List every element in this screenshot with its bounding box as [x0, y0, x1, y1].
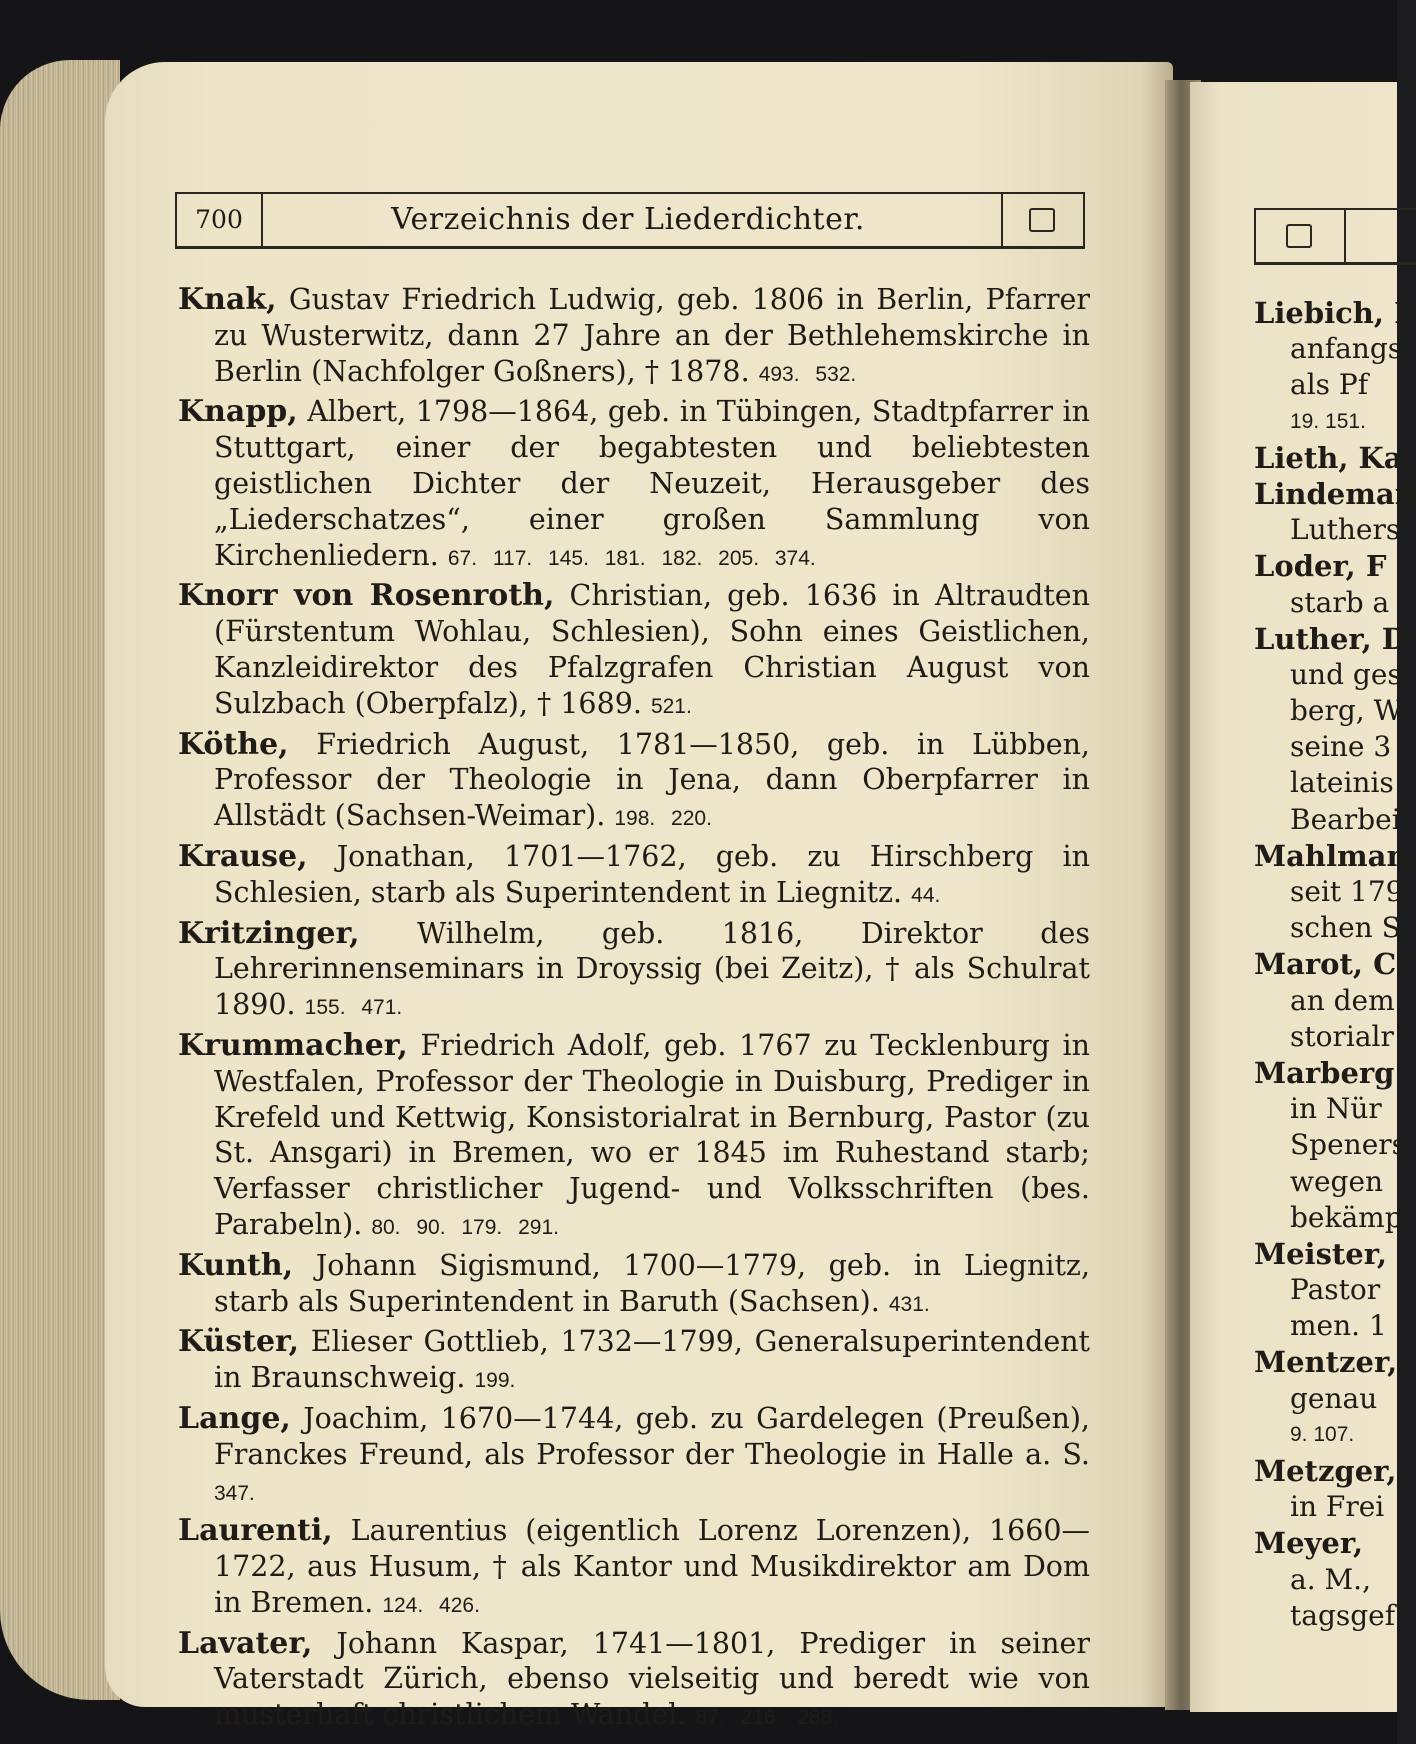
- entry-name: Lange,: [178, 1400, 291, 1436]
- entry-refs: 80. 90. 179. 291.: [371, 1215, 559, 1239]
- right-page-line: Speners: [1290, 1128, 1407, 1162]
- entry-lange: [178, 1401, 1090, 1511]
- entry-text: Jonathan, 1701—1762, geb. zu Hirschberg in Schlesien, starb als Superintendent in Liegnitz.: [214, 839, 1090, 909]
- right-page-line: berg, W: [1290, 694, 1403, 728]
- square-ornament-icon: [1286, 224, 1312, 248]
- right-page-line: Loder, F: [1254, 549, 1387, 584]
- right-page-line: 9. 107.: [1290, 1422, 1355, 1446]
- entry-name: Knapp,: [178, 394, 298, 430]
- entry-refs: 431.: [888, 1292, 930, 1316]
- entry-text: Joachim, 1670—1744, geb. zu Gardelegen (Preußen), Franckes Freund, als Professor der Theologie in Halle a. S.: [214, 1401, 1090, 1471]
- entry-name: Krause,: [178, 838, 308, 874]
- entry-lavater: [178, 1626, 1090, 1736]
- right-page-line: Marot, C: [1254, 947, 1397, 982]
- right-page-header: [1254, 208, 1416, 265]
- right-page-line: Lieth, Ka: [1254, 440, 1403, 475]
- right-page-line: tagsgef: [1290, 1598, 1396, 1632]
- entry-knorr: [178, 578, 1090, 724]
- entry-refs: 347.: [214, 1481, 255, 1505]
- right-page-line: storialr: [1290, 1019, 1394, 1053]
- entry-text: Laurentius (eigentlich Lorenz Lorenzen), 1660—1722, aus Husum, † als Kantor und Musikdirektor am Dom in Bremen.: [214, 1514, 1090, 1619]
- entry-name: Kritzinger,: [178, 915, 360, 951]
- right-page-line: lateinis: [1290, 766, 1394, 800]
- entry-laurenti: [178, 1513, 1090, 1623]
- entry-name: Krummacher,: [178, 1027, 408, 1063]
- right-page-line: wegen: [1290, 1164, 1384, 1198]
- entry-koethe: [178, 727, 1090, 837]
- entry-knak: [178, 282, 1090, 392]
- entry-krummacher: [178, 1028, 1090, 1246]
- entry-refs: 87. 216. 288.: [695, 1706, 839, 1730]
- entry-name: Köthe,: [178, 726, 289, 762]
- right-page-line: anfangs: [1290, 332, 1403, 366]
- right-page-line: a. M.,: [1290, 1562, 1371, 1596]
- entry-name: Kunth,: [178, 1247, 294, 1283]
- entry-name: Knak,: [178, 282, 277, 317]
- header-box-cell: [1001, 194, 1083, 246]
- right-page-line: genau: [1290, 1381, 1378, 1415]
- entry-refs: 124. 426.: [382, 1593, 480, 1617]
- entry-refs: 521.: [650, 694, 692, 718]
- entry-refs: 67. 117. 145. 181. 182. 205. 374.: [447, 546, 816, 570]
- right-page-line: starb a: [1290, 585, 1390, 619]
- entry-name: Knorr von Rosenroth,: [178, 578, 555, 614]
- entry-refs: 199.: [474, 1369, 516, 1393]
- page-header: [175, 192, 1085, 249]
- entry-text: Friedrich Adolf, geb. 1767 zu Tecklenburg in Westfalen, Professor der Theologie in Duisburg, Prediger in Krefeld und Kettwig, Konsistorialrat in Bernburg, Pastor (zu St. Ansgari) in Bremen, wo er 1845 im Ruhestand starb; Verfasser christlicher Jugend- und Volksschriften (bes. Parabeln).: [214, 1028, 1090, 1241]
- page-edges: [0, 60, 120, 1700]
- entry-text: Johann Kaspar, 1741—1801, Prediger in seiner Vaterstadt Zürich, ebenso vielseitig und beredt wie von musterhaft christlichem Wandel.: [214, 1626, 1090, 1732]
- right-page-line: Lindeman: [1254, 476, 1416, 511]
- right-page-line: Liebich, E: [1254, 296, 1416, 330]
- square-ornament-icon: [1029, 208, 1055, 232]
- entry-name: Küster,: [178, 1324, 300, 1360]
- page-title: Verzeichnis der Liederdichter.: [391, 202, 865, 237]
- right-page-line: an dem: [1290, 983, 1395, 1017]
- entry-text: Christian, geb. 1636 in Altraudten (Fürstentum Wohlau, Schlesien), Sohn eines Geistlichen, Kanzleidirektor des Pfalzgrafen Christian August von Sulzbach (Oberpfalz), † 1689.: [214, 579, 1090, 720]
- right-page-line: in Frei: [1290, 1490, 1385, 1524]
- entry-text: Johann Sigismund, 1700—1779, geb. in Liegnitz, starb als Superintendent in Baruth (Sachsen).: [214, 1248, 1090, 1318]
- entry-text: Gustav Friedrich Ludwig, geb. 1806 in Berlin, Pfarrer zu Wusterwitz, dann 27 Jahre an der Bethlehemskirche in Berlin (Nachfolger Goßners), † 1878.: [214, 283, 1090, 388]
- entry-knapp: [178, 394, 1090, 576]
- entry-text: Elieser Gottlieb, 1732—1799, Generalsuperintendent in Braunschweig.: [214, 1325, 1090, 1395]
- entry-text: Wilhelm, geb. 1816, Direktor des Lehrerinnenseminars in Droyssig (bei Zeitz), † als Schulrat 1890.: [214, 916, 1090, 1022]
- entry-name: Lavater,: [178, 1625, 313, 1661]
- right-page-line: schen S: [1290, 911, 1401, 945]
- entry-krause: [178, 839, 1090, 914]
- header-divider: [1344, 210, 1346, 262]
- right-page-line: Luthers: [1290, 513, 1401, 547]
- right-page-line: Pastor: [1290, 1273, 1381, 1307]
- entry-refs: 198. 220.: [614, 807, 712, 831]
- right-page-line: als Pf: [1290, 368, 1369, 402]
- right-page-line: Metzger,: [1254, 1454, 1397, 1488]
- entry-kritzinger: [178, 916, 1090, 1026]
- page-number: 700: [177, 194, 263, 246]
- right-page-line: Mentzer,: [1254, 1345, 1398, 1380]
- right-page-line: Meister,: [1254, 1236, 1388, 1271]
- right-page-line: Marberg: [1254, 1055, 1395, 1090]
- right-page-line: Bearbei: [1290, 802, 1401, 836]
- right-page-line: seit 179: [1290, 875, 1404, 908]
- entry-list: [178, 282, 1090, 1738]
- right-page-line: seine 3: [1290, 730, 1392, 764]
- right-page-line: bekämp: [1290, 1200, 1403, 1234]
- right-page-line: Luther, D: [1254, 621, 1407, 656]
- right-page-line: und ges: [1290, 657, 1402, 691]
- entry-text: Albert, 1798—1864, geb. in Tübingen, Stadtpfarrer in Stuttgart, einer der begabtesten und beliebtesten geistlichen Dichter der Neuzeit, Herausgeber des „Liederschatzes“, einer großen Sammlung von Kirchenliedern.: [214, 395, 1090, 572]
- entry-kuester: [178, 1324, 1090, 1399]
- right-page-line: in Nür: [1290, 1092, 1382, 1126]
- right-page-line: 19. 151.: [1290, 409, 1366, 433]
- right-page-line: men. 1: [1290, 1309, 1387, 1343]
- entry-refs: 493. 532.: [758, 362, 857, 386]
- entry-refs: 44.: [911, 883, 941, 907]
- entry-name: Laurenti,: [178, 1513, 333, 1549]
- entry-text: Friedrich August, 1781—1850, geb. in Lübben, Professor der Theologie in Jena, dann Oberpfarrer in Allstädt (Sachsen-Weimar).: [214, 727, 1090, 833]
- right-page-line: Meyer,: [1254, 1526, 1364, 1561]
- entry-kunth: [178, 1248, 1090, 1323]
- right-page-line: Mahlman: [1254, 838, 1408, 873]
- entry-refs: 155. 471.: [304, 996, 403, 1020]
- right-page-text-fragments: [1254, 295, 1414, 1634]
